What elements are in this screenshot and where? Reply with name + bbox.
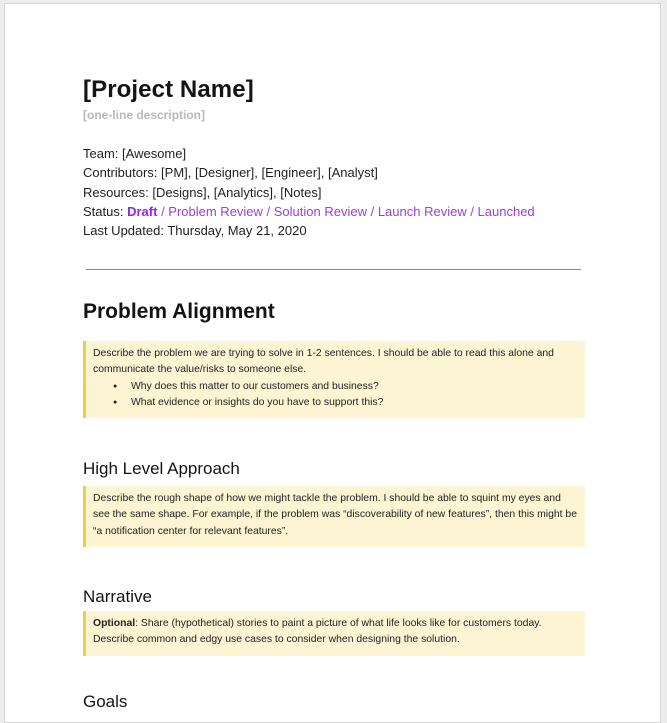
meta-updated-value: Thursday, May 21, 2020 (167, 223, 307, 239)
heading-narrative: Narrative (83, 587, 152, 606)
project-subtitle: [one-line description] (83, 108, 206, 122)
meta-contributors-label: Contributors: (83, 165, 158, 181)
meta-team (83, 144, 535, 163)
meta-resources (83, 183, 535, 202)
meta-team-label: Team: (83, 146, 119, 161)
meta-contributors-value: [PM], [Designer], [Engineer], [Analyst] (161, 165, 378, 181)
callout-problem-bullets (93, 379, 577, 412)
meta-updated-label: Last Updated: (83, 223, 164, 239)
callout-problem-text: Describe the problem we are trying to solve in 1-2 sentences. I should be able to read this alone and communicate the value/risks to someone else. (93, 348, 554, 376)
meta-status-label: Status: (83, 203, 124, 219)
callout-problem (83, 341, 585, 418)
meta-contributors (83, 163, 535, 182)
heading-problem-alignment: Problem Alignment (83, 300, 275, 323)
project-title: [Project Name] (83, 76, 254, 103)
list-item: ● Why does this matter to our customers and business? (131, 379, 577, 395)
status-current[interactable]: Draft (127, 203, 158, 219)
status-stages[interactable]: / Problem Review / Solution Review / Launch Review / Launched (161, 203, 535, 219)
heading-high-level-approach: High Level Approach (83, 459, 240, 478)
callout-narrative-bold: Optional (93, 618, 136, 629)
meta-team-value: [Awesome] (122, 146, 187, 161)
section-divider (86, 269, 581, 270)
meta-resources-label: Resources: (83, 184, 149, 200)
callout-approach-text: Describe the rough shape of how we might tackle the problem. I should be able to squint my eyes and see the same shape. For example, if the problem was “discoverability of new features”, then this might be “a notification center for relevant features”. (93, 493, 577, 537)
meta-updated (83, 221, 535, 240)
list-item: ● What evidence or insights do you have to support this? (131, 395, 577, 411)
heading-goals: Goals (83, 692, 128, 711)
meta-status (83, 202, 535, 221)
meta-resources-value: [Designs], [Analytics], [Notes] (152, 184, 322, 200)
callout-narrative (83, 611, 585, 656)
callout-approach (83, 486, 585, 547)
project-meta (83, 144, 535, 240)
document-page (4, 3, 661, 723)
callout-narrative-text: : Share (hypothetical) stories to paint a picture of what life looks like for customers today. Describe common and edgy use cases to consider when designing the solution. (93, 618, 542, 646)
